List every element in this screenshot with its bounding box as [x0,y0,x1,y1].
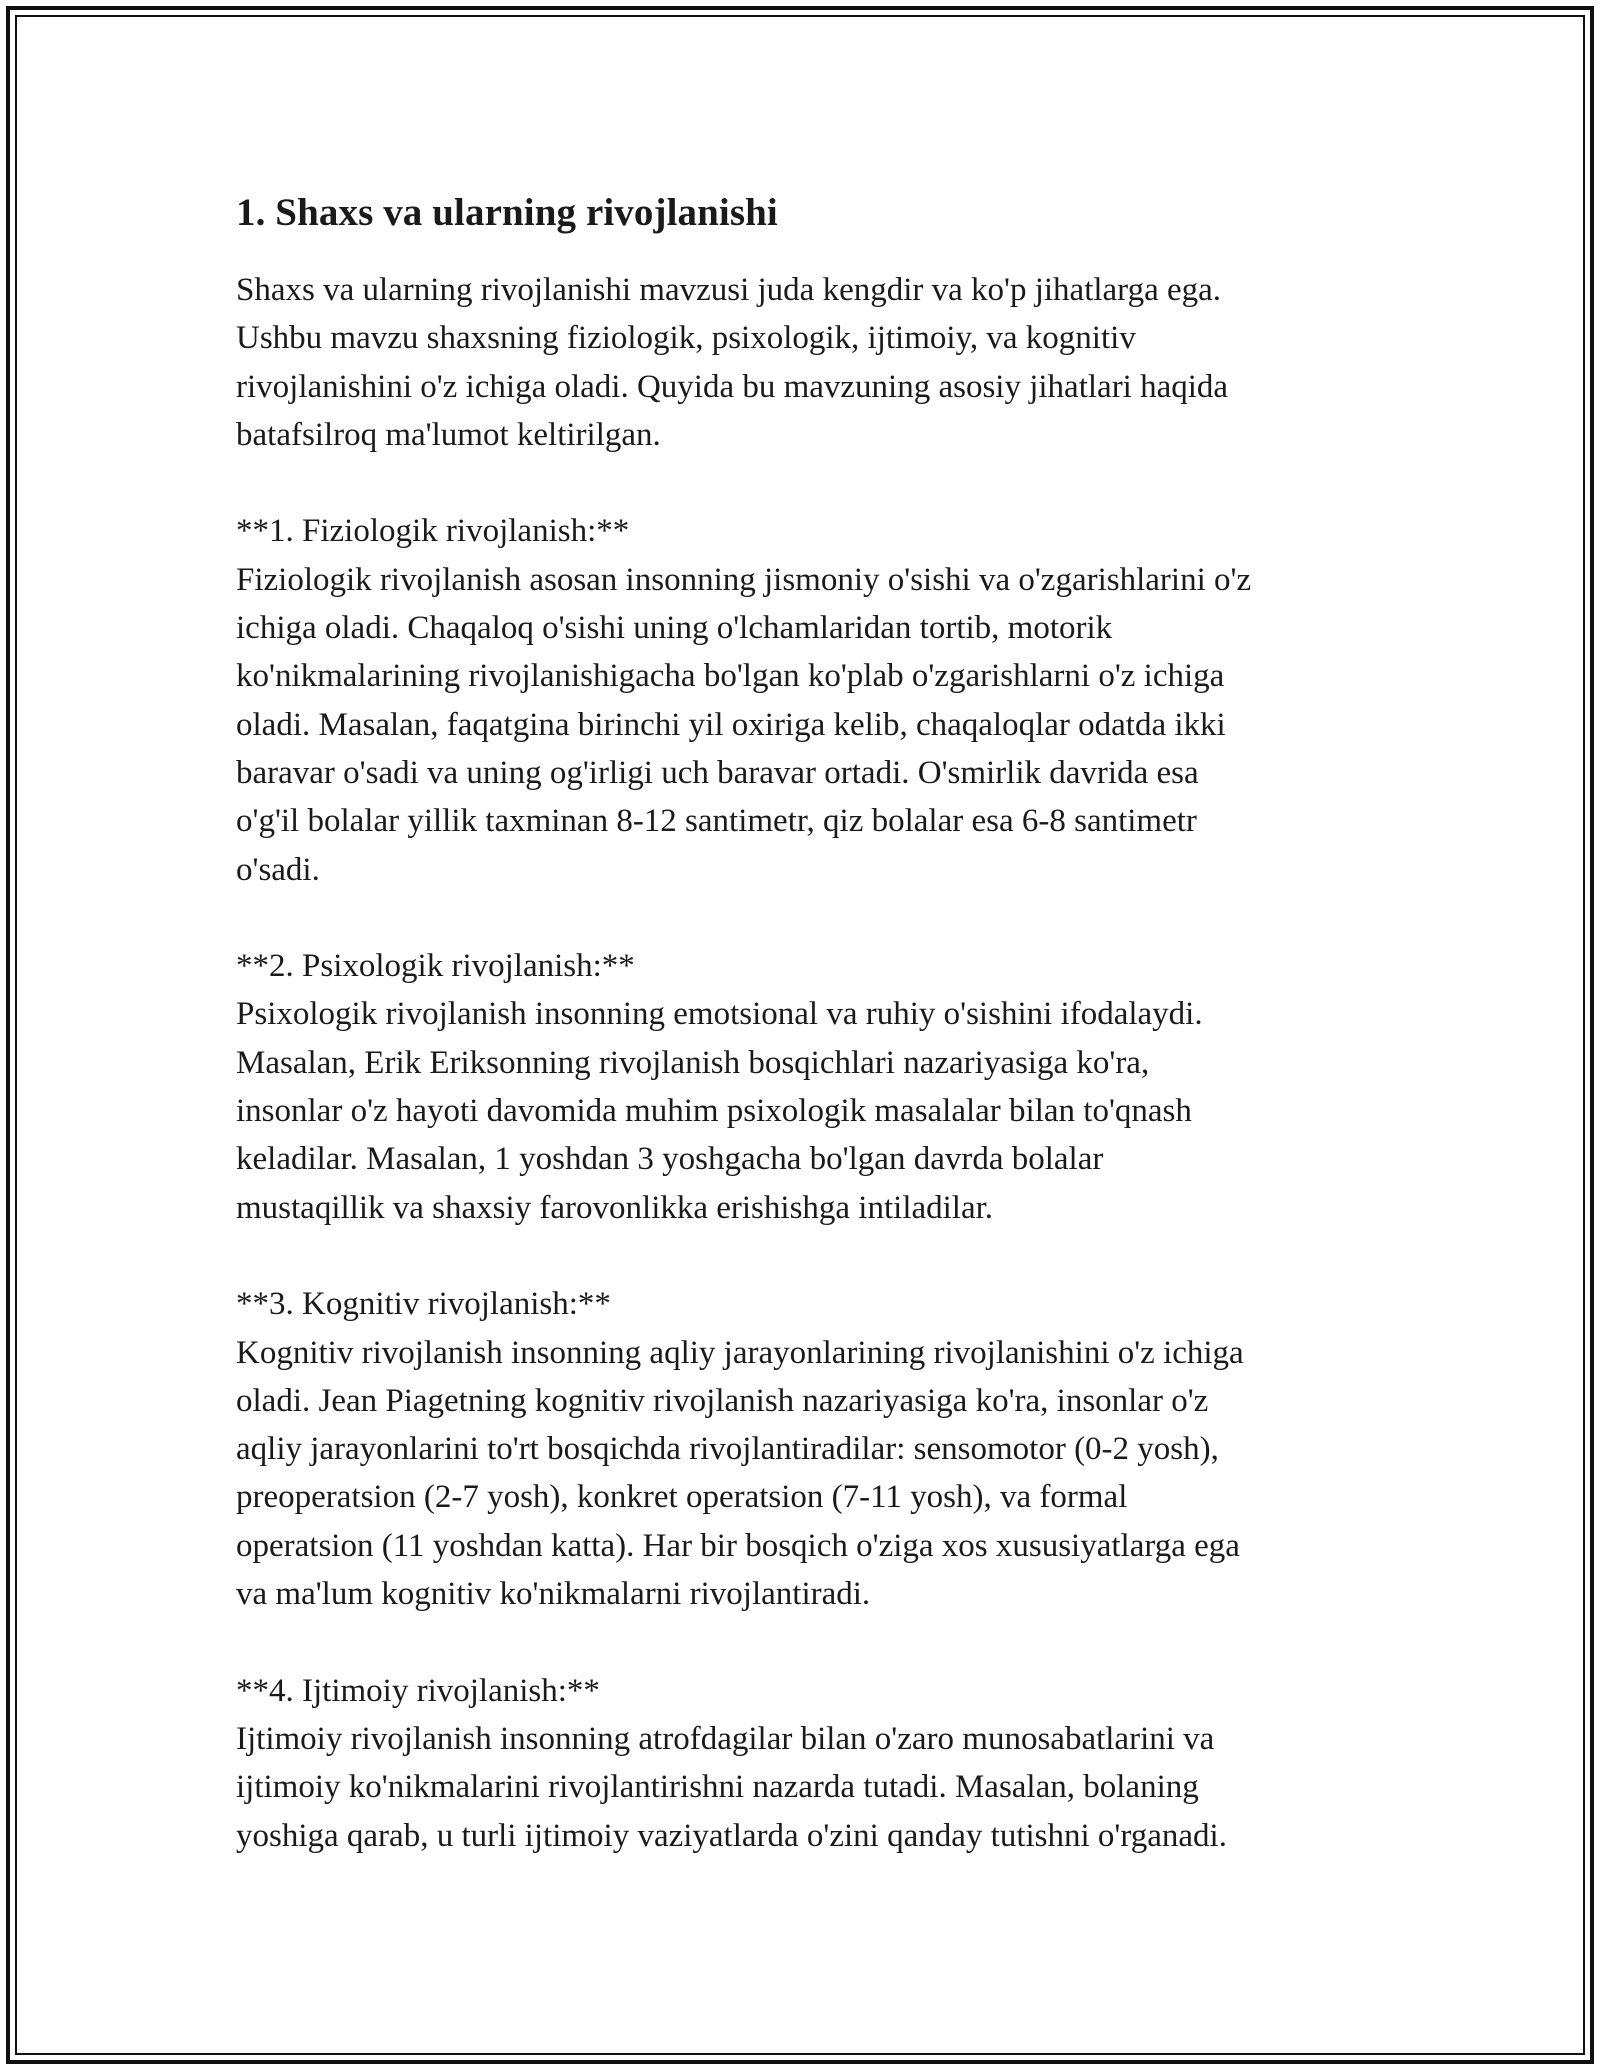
section-body: Psixologik rivojlanish insonning emotsional va ruhiy o'sishini ifodalaydi. Masalan, Erik Eriksonning rivojlanish bosqichlari nazariyasiga ko'ra, insonlar o'z hayoti davomida muhim psixologik masalalar bilan to'qnash keladilar. Masalan, 1 yoshdan 3 yoshgacha bo'lgan davrda bolalar mustaqillik va shaxsiy farovonlikka erishishga intiladilar. [236,996,1203,1226]
section-ijtimoiy [236,1667,1386,1860]
section-fiziologik [236,507,1386,893]
paragraph-spacer [236,459,1386,507]
paragraph-spacer [236,894,1386,942]
section-kognitiv [236,1280,1386,1618]
section-heading: **2. Psixologik rivojlanish:** [236,948,635,985]
section-heading: **3. Kognitiv rivojlanish:** [236,1286,611,1323]
paragraph-spacer [236,1232,1386,1280]
document-body [236,186,1386,1860]
section-body: Ijtimoiy rivojlanish insonning atrofdagilar bilan o'zaro munosabatlarini va ijtimoiy ko'nikmalarini rivojlantirishni nazarda tutadi. Masalan, bolaning yoshiga qarab, u turli ijtimoiy vaziyatlarda o'zini qanday tutishni o'rganadi. [236,1720,1227,1854]
intro-paragraph: Shaxs va ularning rivojlanishi mavzusi juda kengdir va ko'p jihatlarga ega. Ushbu mavzu shaxsning fiziologik, psixologik, ijtimoiy, va kognitiv rivojlanishini o'z ichiga oladi. Quyida bu mavzuning asosiy jihatlari haqida batafsilroq ma'lumot keltirilgan. [236,272,1229,453]
section-heading: **1. Fiziologik rivojlanish:** [236,513,630,550]
document-title: 1. Shaxs va ularning rivojlanishi [236,191,778,234]
section-body: Kognitiv rivojlanish insonning aqliy jarayonlarining rivojlanishini o'z ichiga oladi. Jean Piagetning kognitiv rivojlanish nazariyasiga ko'ra, insonlar o'z aqliy jarayonlarini to'rt bosqichda rivojlantiradilar: sensomotor (0-2 yosh), preoperatsion (2-7 yosh), konkret operatsion (7-11 yosh), va formal operatsion (11 yoshdan katta). Har bir bosqich o'ziga xos xususiyatlarga ega va ma'lum kognitiv ko'nikmalarni rivojlantiradi. [236,1334,1244,1613]
section-body: Fiziologik rivojlanish asosan insonning jismoniy o'sishi va o'zgarishlarini o'z ichiga oladi. Chaqaloq o'sishi uning o'lchamlaridan tortib, motorik ko'nikmalarining rivojlanishigacha bo'lgan ko'plab o'zgarishlarni o'z ichiga oladi. Masalan, faqatgina birinchi yil oxiriga kelib, chaqaloqlar odatda ikki baravar o'sadi va uning og'irligi uch baravar ortadi. O'smirlik davrida esa o'g'il bolalar yillik taxminan 8-12 santimetr, qiz bolalar esa 6-8 santimetr o'sadi. [236,561,1252,888]
section-psixologik [236,942,1386,1232]
section-heading: **4. Ijtimoiy rivojlanish:** [236,1672,600,1709]
paragraph-spacer [236,1618,1386,1666]
